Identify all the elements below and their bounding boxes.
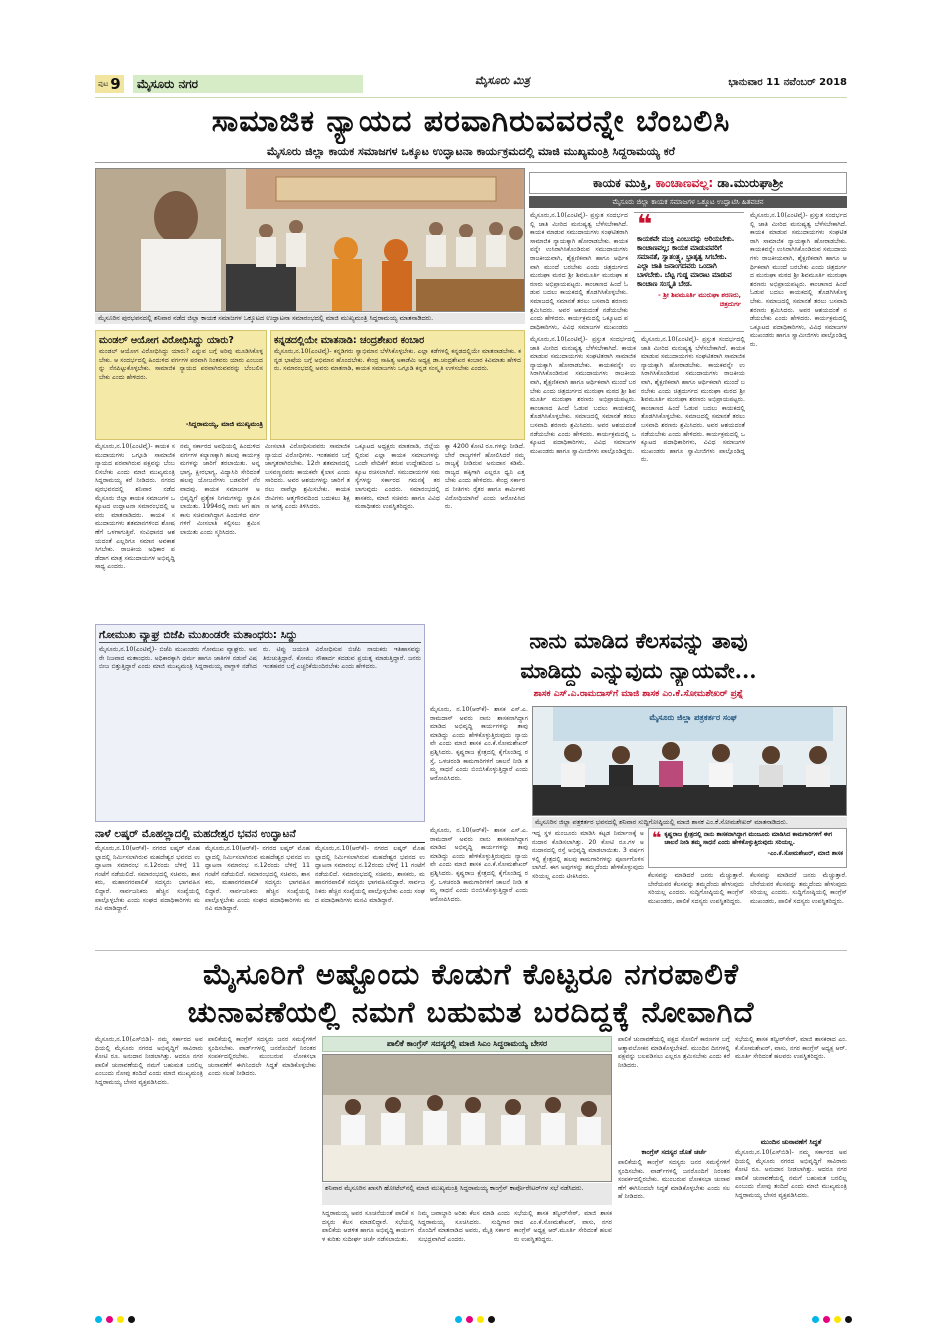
gomukha-box-body: ಮೈಸೂರು,ನ.10(ಎಂಟಿವೈ)- ಬಿಜೆಪಿ ಮುಖಂಡರು ಗೋಮುಖ ವ್ಯಾಘ್ರರು. ಅವರೇ ನಿಜವಾದ ಮತಾಂಧರು. ಅಧಿಕಾರಕ್ಕಾಗಿ ಧರ್ಮ ಹಾಗೂ ಜಾತಿಗಳ ನಡುವೆ ವಿಷ ಬೀಜ ಬಿತ್ತುತ್ತಿದ್ದಾರೆ ಎಂದು ಮಾಜಿ ಮುಖ್ಯಮಂತ್ರಿ ಸಿದ್ದರಾಮಯ್ಯ ವಾಗ್ದಾಳಿ ನಡೆಸಿದರು. ಟಿಪ್ಪು ಜಯಂತಿ ವಿರೋಧಿಸುವ ಬಿಜೆಪಿ ನಾಯಕರು ಇತಿಹಾಸವನ್ನು ತಿರುಚುತ್ತಿದ್ದಾರೆ. ಕೋಮು ಸೌಹಾರ್ದ ಕದಡುವ ಪ್ರಯತ್ನ ಮಾಡುತ್ತಿದ್ದಾರೆ. ಜನರು ಇಂತಹವರ ಬಗ್ಗೆ ಎಚ್ಚರಿಕೆಯಿಂದಿರಬೇಕು ಎಂದು ಹೇಳಿದರು.: [99, 646, 421, 671]
section-title: ಮೈಸೂರು ನಗರ: [133, 75, 363, 93]
bottom-col-4: ನಿಮ್ಮ ಜವಾಬ್ದಾರಿ ಅರಿತು ಕೆಲಸ ಮಾಡಿ ಎಂದು ಸಿದ್ದರಾಮಯ್ಯ ಸೂಚಿಸಿದರು. ಸುದ್ದಿಗಾರರೊಂದಿಗೆ ಮಾತನಾಡಿದ ಅವರು, ಮೈತ್ರಿ ಸರ್ಕಾರ ಸುಭದ್ರವಾಗಿದೆ ಎಂದರು.: [418, 1210, 510, 1243]
section-divider: [95, 950, 847, 951]
gomukha-box-title: ಗೋಮುಖ ವ್ಯಾಘ್ರ ಬಿಜೆಪಿ ಮುಖಂಡರೇ ಮತಾಂಧರು: ಸಿದ್ದು: [99, 628, 421, 643]
gomukha-box: [95, 624, 425, 822]
lead-headline: ಸಾಮಾಜಿಕ ನ್ಯಾಯದ ಪರವಾಗಿರುವವರನ್ನೇ ಬೆಂಬಲಿಸಿ: [211, 104, 731, 139]
issue-date: ಭಾನುವಾರ 11 ನವೆಂಬರ್ 2018: [728, 77, 847, 88]
ramdas-quote-icon: ❝: [652, 828, 662, 847]
lead-col-3: ಮೀಸಲಾತಿ ವಿರೋಧಿಸುವವರು ಸಾಮಾಜಿಕ ನ್ಯಾಯದ ವಿರೋಧಿಗಳು. ಇಂತಹವರ ಬಗ್ಗೆ ಜಾಗೃತರಾಗಿರಬೇಕು. 12ನೇ ಶತಮಾನದಲ್ಲಿ ಬಸವಣ್ಣನವರು ಕಾಯಕವೇ ಕೈಲಾಸ ಎಂದು ಸಾರಿದರು. ಅವರ ಆಶಯಗಳನ್ನು ಜಾರಿಗೆ ತರಲು ನಾವೆಲ್ಲಾ ಶ್ರಮಿಸಬೇಕು. ಕಾಯಕ ಜೀವಿಗಳು ಆತ್ಮಗೌರವದಿಂದ ಬದುಕಲು ಶಿಕ್ಷಣ ಅಗತ್ಯ ಎಂದು ತಿಳಿಸಿದರು.: [265, 443, 350, 511]
mandal-box-title: ಮಂಡಲ್ ಆಯೋಗ ವಿರೋಧಿಸಿದ್ದು ಯಾರು?: [99, 335, 234, 346]
print-dots-left: [95, 1316, 135, 1323]
side-story-body-col2b: ಮೈಸೂರು,ನ.10(ಎಂಟಿವೈ)- ಪ್ರಸ್ತುತ ಸಂದರ್ಭದಲ್ಲಿ ಜಾತಿ ಮೀರಿದ ಮನುಷ್ಯತ್ವ ಬೆಳೆಸಬೇಕಾಗಿದೆ. ಕಾಯಕ ಮಾಡುವ ಸಮುದಾಯಗಳು ಸಂಘಟಿತರಾಗಿ ಸಾಮಾಜಿಕ ನ್ಯಾಯಕ್ಕಾಗಿ ಹೋರಾಡಬೇಕು. ಕಾಯಕವನ್ನೇ ಉಸಿರಾಗಿಸಿಕೊಂಡಿರುವ ಸಮುದಾಯಗಳು ರಾಜಕೀಯವಾಗಿ, ಶೈಕ್ಷಣಿಕವಾಗಿ ಹಾಗೂ ಆರ್ಥಿಕವಾಗಿ ಮುಂದೆ ಬರಬೇಕು ಎಂದು ಚಿತ್ರದುರ್ಗದ ಮುರುಘಾ ಮಠದ ಶ್ರೀ ಶಿವಮೂರ್ತಿ ಮುರುಘಾ ಶರಣರು ಅಭಿಪ್ರಾಯಪಟ್ಟರು. ಕಾಂಚಾಣದ ಹಿಂದೆ ಓಡುವ ಬದಲು ಕಾಯಕದಲ್ಲಿ ತೊಡಗಿಸಿಕೊಳ್ಳಬೇಕು. ಸಮಾಜದಲ್ಲಿ ಸಮಾನತೆ ತರಲು ಬಸವಾದಿ ಶರಣರು ಶ್ರಮಿಸಿದರು. ಅವರ ಆಶಯದಂತೆ ನಡೆಯಬೇಕು ಎಂದು ಹೇಳಿದರು. ಕಾರ್ಯಕ್ರಮದಲ್ಲಿ ಒಕ್ಕೂಟದ ಪದಾಧಿಕಾರಿಗಳು, ವಿವಿಧ ಸಮಾಜಗಳ ಮುಖಂಡರು ಹಾಗೂ ಸ್ವಾಮೀಜಿಗಳು ಪಾಲ್ಗೊಂಡಿದ್ದರು.: [641, 336, 745, 464]
side-quote-attribution: - ಶ್ರೀ ಶಿವಮೂರ್ತಿ ಮುರುಘಾ ಶರಣರು, ಚಿತ್ರದುರ್ಗ: [658, 291, 741, 308]
lashkar-headline: ನಾಳೆ ಲಷ್ಕರ್ ಮೊಹಲ್ಲಾದಲ್ಲಿ ಮಹದೇಶ್ವರ ಭವನ ಉದ್ಘಾಟನೆ: [95, 826, 425, 843]
side-headline-black: ಕಾಯಕ ಮುಕ್ತಿ,: [592, 176, 652, 190]
lead-subheadline: ಮೈಸೂರು ಜಿಲ್ಲಾ ಕಾಯಕ ಸಮಾಜಗಳ ಒಕ್ಕೂಟ ಉದ್ಘಾಟನಾ ಕಾರ್ಯಕ್ರಮದಲ್ಲಿ ಮಾಜಿ ಮುಖ್ಯಮಂತ್ರಿ ಸಿದ್ದರಾಮಯ್ಯ ಕರೆ: [95, 145, 847, 163]
ramdas-quote-text: ಕೃಷ್ಣರಾಜ ಕ್ಷೇತ್ರದಲ್ಲಿ ನಾನು ಶಾಸಕನಾಗಿದ್ದಾಗ ಮಂಜೂರು ಮಾಡಿಸಿದ ಕಾಮಗಾರಿಗಳಿಗೆ ಈಗ ಚಾಲನೆ ನೀಡಿ ತಮ್ಮ ಸಾಧನೆ ಎಂದು ಹೇಳಿಕೊಳ್ಳುತ್ತಿರುವುದು ಸರಿಯಲ್ಲ.: [664, 831, 833, 846]
side-story-body-col1b: ಮೈಸೂರು,ನ.10(ಎಂಟಿವೈ)- ಪ್ರಸ್ತುತ ಸಂದರ್ಭದಲ್ಲಿ ಜಾತಿ ಮೀರಿದ ಮನುಷ್ಯತ್ವ ಬೆಳೆಸಬೇಕಾಗಿದೆ. ಕಾಯಕ ಮಾಡುವ ಸಮುದಾಯಗಳು ಸಂಘಟಿತರಾಗಿ ಸಾಮಾಜಿಕ ನ್ಯಾಯಕ್ಕಾಗಿ ಹೋರಾಡಬೇಕು. ಕಾಯಕವನ್ನೇ ಉಸಿರಾಗಿಸಿಕೊಂಡಿರುವ ಸಮುದಾಯಗಳು ರಾಜಕೀಯವಾಗಿ, ಶೈಕ್ಷಣಿಕವಾಗಿ ಹಾಗೂ ಆರ್ಥಿಕವಾಗಿ ಮುಂದೆ ಬರಬೇಕು ಎಂದು ಚಿತ್ರದುರ್ಗದ ಮುರುಘಾ ಮಠದ ಶ್ರೀ ಶಿವಮೂರ್ತಿ ಮುರುಘಾ ಶರಣರು ಅಭಿಪ್ರಾಯಪಟ್ಟರು. ಕಾಂಚಾಣದ ಹಿಂದೆ ಓಡುವ ಬದಲು ಕಾಯಕದಲ್ಲಿ ತೊಡಗಿಸಿಕೊಳ್ಳಬೇಕು. ಸಮಾಜದಲ್ಲಿ ಸಮಾನತೆ ತರಲು ಬಸವಾದಿ ಶರಣರು ಶ್ರಮಿಸಿದರು. ಅವರ ಆಶಯದಂತೆ ನಡೆಯಬೇಕು ಎಂದು ಹೇಳಿದರು. ಕಾರ್ಯಕ್ರಮದಲ್ಲಿ ಒಕ್ಕೂಟದ ಪದಾಧಿಕಾರಿಗಳು, ವಿವಿಧ ಸಮಾಜಗಳ ಮುಖಂಡರು ಹಾಗೂ ಸ್ವಾಮೀಜಿಗಳು ಪಾಲ್ಗೊಂಡಿದ್ದರು.: [530, 336, 636, 455]
bottom-col-6b: ಪಾಲಿಕೆಯಲ್ಲಿ ಕಾಂಗ್ರೆಸ್ ಸದಸ್ಯರು ಜನರ ಸಮಸ್ಯೆಗಳಿಗೆ ಸ್ಪಂದಿಸಬೇಕು. ವಾರ್ಡ್‌ಗಳಲ್ಲಿ ಜನರೊಂದಿಗೆ ನಿರಂತರ ಸಂಪರ್ಕದಲ್ಲಿರಬೇಕು. ಮುಂಬರುವ ಲೋಕಸಭಾ ಚುನಾವಣೆಗೆ ಈಗಿನಿಂದಲೇ ಸಿದ್ಧತೆ ಮಾಡಿಕೊಳ್ಳಬೇಕು ಎಂದು ಸಲಹೆ ನೀಡಿದರು.: [618, 1159, 730, 1201]
mandal-box-signature: -ಸಿದ್ದರಾಮಯ್ಯ, ಮಾಜಿ ಮುಖ್ಯಮಂತ್ರಿ: [185, 420, 263, 428]
page-label: ಪುಟ: [98, 79, 109, 88]
ramdas-body-right-1: ಕೆಲಸವನ್ನು ಮಾಡಿದರೆ ಜನರು ಮೆಚ್ಚುತ್ತಾರೆ. ಬೇರೆಯವರ ಕೆಲಸವನ್ನು ತಮ್ಮದೆಂದು ಹೇಳುವುದು ಸರಿಯಲ್ಲ ಎಂದರು. ಸುದ್ದಿಗೋಷ್ಠಿಯಲ್ಲಿ ಕಾಂಗ್ರೆಸ್ ಮುಖಂಡರು, ಪಾಲಿಕೆ ಸದಸ್ಯರು ಉಪಸ್ಥಿತರಿದ್ದರು.: [648, 872, 744, 905]
cyan-dot: [95, 1316, 102, 1323]
kambar-box: [270, 330, 525, 440]
ramdas-body-left: ಮೈಸೂರು, ನ.10(ಆರ್‌ಕೆ)- ಶಾಸಕ ಎಸ್.ಎ.ರಾಮದಾಸ್ ಅವರು ನಾನು ಶಾಸಕನಾಗಿದ್ದಾಗ ಮಾಡಿದ ಅಭಿವೃದ್ಧಿ ಕಾರ್ಯಗಳನ್ನು ತಾವು ಮಾಡಿದ್ದು ಎಂದು ಹೇಳಿಕೊಳ್ಳುತ್ತಿರುವುದು ನ್ಯಾಯವೇ ಎಂದು ಮಾಜಿ ಶಾಸಕ ಎಂ.ಕೆ.ಸೋಮಶೇಖರ್ ಪ್ರಶ್ನಿಸಿದರು. ಕೃಷ್ಣರಾಜ ಕ್ಷೇತ್ರದಲ್ಲಿ ಕೈಗೊಂಡಿದ್ದ ರಸ್ತೆ, ಒಳಚರಂಡಿ ಕಾಮಗಾರಿಗಳಿಗೆ ಚಾಲನೆ ನೀಡಿ ತಮ್ಮ ಸಾಧನೆ ಎಂದು ಬಿಂಬಿಸಿಕೊಳ್ಳುತ್ತಿದ್ದಾರೆ ಎಂದು ಆರೋಪಿಸಿದರು.: [430, 706, 528, 782]
yellow-dot: [834, 1316, 841, 1323]
bottom-col-7b: ಮೈಸೂರು,ನ.10(ಎಸ್‌ಬಿಡಿ)- ನಮ್ಮ ಸರ್ಕಾರದ ಅವಧಿಯಲ್ಲಿ ಮೈಸೂರು ನಗರದ ಅಭಿವೃದ್ಧಿಗೆ ಸಾವಿರಾರು ಕೋಟಿ ರೂ. ಅನುದಾನ ನೀಡಲಾಗಿತ್ತು. ಆದರೂ ನಗರಪಾಲಿಕೆ ಚುನಾವಣೆಯಲ್ಲಿ ನಮಗೆ ಬಹುಮತ ಬರಲಿಲ್ಲ ಎಂಬುದು ನೋವು ತಂದಿದೆ ಎಂದು ಮಾಜಿ ಮುಖ್ಯಮಂತ್ರಿ ಸಿದ್ದರಾಮಯ್ಯ ಬೇಸರ ವ್ಯಕ್ತಪಡಿಸಿದರು.: [735, 1149, 847, 1199]
side-headline-red: ಕಾಂಚಾಣವಲ್ಲ:: [655, 176, 714, 190]
ramdas-headline-line1: ನಾನು ಮಾಡಿದ ಕೆಲಸವನ್ನು ತಾವು: [529, 628, 748, 653]
print-dots-right: [812, 1316, 852, 1323]
mandal-box-body: ಮಂಡಲ್ ಆಯೋಗ ವಿರೋಧಿಸಿದ್ದು ಯಾರು? ಎನ್ನುವ ಬಗ್ಗೆ ಅರಿವು ಮೂಡಿಸಿಕೊಳ್ಳಬೇಕು. ಆ ಸಂದರ್ಭದಲ್ಲಿ ಹಿಂದುಳಿದ ವರ್ಗಗಳ ಪರವಾಗಿ ನಿಂತವರು ಯಾರು ಎಂಬುದನ್ನು ನೆನಪಿಟ್ಟುಕೊಳ್ಳಬೇಕು. ಸಾಮಾಜಿಕ ನ್ಯಾಯದ ಪರವಾಗಿರುವವರನ್ನು ಬೆಂಬಲಿಸಬೇಕು ಎಂದು ಹೇಳಿದರು.: [99, 348, 263, 381]
ramdas-headline-line2: ಮಾಡಿದ್ದು ಎನ್ನುವುದು ನ್ಯಾಯವೇ...: [520, 658, 757, 683]
kambar-box-body: ಮೈಸೂರು,ನ.10(ಎಂಟಿವೈ)- ಕನ್ನಡಿಗರು ಸ್ವಾಭಿಮಾನ ಬೆಳೆಸಿಕೊಳ್ಳಬೇಕು. ಎಲ್ಲಾ ಕಡೆಗಳಲ್ಲಿ ಕನ್ನಡದಲ್ಲಿಯೇ ಮಾತನಾಡಬೇಕು. ಕನ್ನಡ ಭಾಷೆಯ ಬಗ್ಗೆ ಅಭಿಮಾನ ಹೊಂದಬೇಕು. ಕೇಂದ್ರ ಸಾಹಿತ್ಯ ಅಕಾಡೆಮಿ ಅಧ್ಯಕ್ಷ ಡಾ.ಚಂದ್ರಶೇಖರ ಕಂಬಾರ ಕಿವಿಮಾತು ಹೇಳಿದರು. ಸಮಾರಂಭದಲ್ಲಿ ಅವರು ಮಾತನಾಡಿ, ಕಾಯಕ ಸಮಾಜಗಳು ಒಗ್ಗೂಡಿ ಕನ್ನಡ ಸಂಸ್ಕೃತಿ ಉಳಿಸಬೇಕು ಎಂದರು.: [274, 348, 521, 373]
bottom-subhead-b: ಮುಂದಿನ ಚುನಾವಣೆಗೆ ಸಿದ್ಧತೆ: [760, 1138, 822, 1146]
magenta-dot: [823, 1316, 830, 1323]
bottom-photo: [322, 1054, 612, 1182]
bottom-headline-line1: ಮೈಸೂರಿಗೆ ಅಷ್ಟೊಂದು ಕೊಡುಗೆ ಕೊಟ್ಟರೂ ನಗರಪಾಲಿಕೆ: [202, 957, 740, 991]
black-dot: [488, 1316, 495, 1323]
ramdas-body-left-b: ಮೈಸೂರು, ನ.10(ಆರ್‌ಕೆ)- ಶಾಸಕ ಎಸ್.ಎ.ರಾಮದಾಸ್ ಅವರು ನಾನು ಶಾಸಕನಾಗಿದ್ದಾಗ ಮಾಡಿದ ಅಭಿವೃದ್ಧಿ ಕಾರ್ಯಗಳನ್ನು ತಾವು ಮಾಡಿದ್ದು ಎಂದು ಹೇಳಿಕೊಳ್ಳುತ್ತಿರುವುದು ನ್ಯಾಯವೇ ಎಂದು ಮಾಜಿ ಶಾಸಕ ಎಂ.ಕೆ.ಸೋಮಶೇಖರ್ ಪ್ರಶ್ನಿಸಿದರು. ಕೃಷ್ಣರಾಜ ಕ್ಷೇತ್ರದಲ್ಲಿ ಕೈಗೊಂಡಿದ್ದ ರಸ್ತೆ, ಒಳಚರಂಡಿ ಕಾಮಗಾರಿಗಳಿಗೆ ಚಾಲನೆ ನೀಡಿ ತಮ್ಮ ಸಾಧನೆ ಎಂದು ಬಿಂಬಿಸಿಕೊಳ್ಳುತ್ತಿದ್ದಾರೆ ಎಂದು ಆರೋಪಿಸಿದರು.: [430, 827, 528, 903]
bottom-col-7: ಸಭೆಯಲ್ಲಿ ಶಾಸಕ ತನ್ವೀರ್‌ಸೇಠ್, ಮಾಜಿ ಶಾಸಕರಾದ ಎಂ.ಕೆ.ಸೋಮಶೇಖರ್, ವಾಸು, ನಗರ ಕಾಂಗ್ರೆಸ್ ಅಧ್ಯಕ್ಷ ಆರ್.ಮೂರ್ತಿ ಸೇರಿದಂತೆ ಹಲವರು ಉಪಸ್ಥಿತರಿದ್ದರು.: [735, 1036, 847, 1061]
ramdas-quote-box: [648, 828, 847, 868]
black-dot: [845, 1316, 852, 1323]
bottom-col-7-wrap: [735, 1036, 847, 1312]
bottom-photo-caption: ಶನಿವಾರ ಮೈಸೂರಿನ ಖಾಸಗಿ ಹೋಟೆಲ್‌ನಲ್ಲಿ ಮಾಜಿ ಮುಖ್ಯಮಂತ್ರಿ ಸಿದ್ದರಾಮಯ್ಯ ಕಾಂಗ್ರೆಸ್ ಕಾರ್ಪೊರೇಟರ್‌ಗಳ ಸಭೆ ನಡೆಸಿದರು.: [322, 1183, 612, 1205]
paper-name: ಮೈಸೂರು ಮಿತ್ರ: [475, 74, 530, 87]
side-quote-text: ಕಾಯಕವೇ ಮುಕ್ತಿ ಎಂಬುದನ್ನು ಅರಿಯಬೇಕು. ಕಾಂಚಾಣವಲ್ಲ; ಕಾಯಕ ಮಾಡುವವರಿಗೆ ಸಮಾನತೆ, ಸ್ವಾತಂತ್ರ್ಯ, ಭ್ರಾತೃತ್ವ ಸಿಗಬೇಕು. ಎಲ್ಲಾ ಜಾತಿ ಜನಾಂಗದವರು ಒಂದಾಗಿ ಬಾಳಬೇಕು. ಬೆಟ್ಟ ಗುಡ್ಡ ಮಾರಾಟ ಮಾಡುವ ಕಾಂಚಾಣ ಸಂಸ್ಕೃತಿ ಬೇಡ.: [637, 235, 735, 288]
cyan-dot: [455, 1316, 462, 1323]
lashkar-col-2: ಮೈಸೂರು,ನ.10(ಆರ್‌ಕೆ)- ನಗರದ ಲಷ್ಕರ್ ಮೊಹಲ್ಲಾದಲ್ಲಿ ನಿರ್ಮಿಸಲಾಗಿರುವ ಮಹದೇಶ್ವರ ಭವನದ ಉದ್ಘಾಟನಾ ಸಮಾರಂಭ ನ.12ರಂದು ಬೆಳಿಗ್ಗೆ 11 ಗಂಟೆಗೆ ನಡೆಯಲಿದೆ. ಸಮಾರಂಭದಲ್ಲಿ ಸಚಿವರು, ಶಾಸಕರು, ಮಹಾನಗರಪಾಲಿಕೆ ಸದಸ್ಯರು ಭಾಗವಹಿಸಲಿದ್ದಾರೆ. ಸಾರ್ವಜನಿಕರು ಹೆಚ್ಚಿನ ಸಂಖ್ಯೆಯಲ್ಲಿ ಪಾಲ್ಗೊಳ್ಳಬೇಕು ಎಂದು ಸಂಘದ ಪದಾಧಿಕಾರಿಗಳು ಮನವಿ ಮಾಡಿದ್ದಾರೆ.: [205, 845, 310, 913]
lead-photo-caption: ಮೈಸೂರಿನ ಪುರಭವನದಲ್ಲಿ ಶನಿವಾರ ನಡೆದ ಜಿಲ್ಲಾ ಕಾಯಕ ಸಮಾಜಗಳ ಒಕ್ಕೂಟದ ಉದ್ಘಾಟನಾ ಸಮಾರಂಭದಲ್ಲಿ ಮಾಜಿ ಮುಖ್ಯಮಂತ್ರಿ ಸಿದ್ದರಾಮಯ್ಯ ಮಾತನಾಡಿದರು.: [95, 313, 525, 324]
bottom-photo-scene: [323, 1055, 612, 1182]
yellow-dot: [477, 1316, 484, 1323]
bottom-col-2: ಪಾಲಿಕೆಯಲ್ಲಿ ಕಾಂಗ್ರೆಸ್ ಸದಸ್ಯರು ಜನರ ಸಮಸ್ಯೆಗಳಿಗೆ ಸ್ಪಂದಿಸಬೇಕು. ವಾರ್ಡ್‌ಗಳಲ್ಲಿ ಜನರೊಂದಿಗೆ ನಿರಂತರ ಸಂಪರ್ಕದಲ್ಲಿರಬೇಕು. ಮುಂಬರುವ ಲೋಕಸಭಾ ಚುನಾವಣೆಗೆ ಈಗಿನಿಂದಲೇ ಸಿದ್ಧತೆ ಮಾಡಿಕೊಳ್ಳಬೇಕು ಎಂದು ಸಲಹೆ ನೀಡಿದರು.: [208, 1036, 316, 1078]
side-quote-box: [634, 212, 744, 332]
side-story-sub: ಮೈಸೂರು ಜಿಲ್ಲಾ ಕಾಯಕ ಸಮಾಜಗಳ ಒಕ್ಕೂಟ ಉದ್ಘಾಟಿಸಿ ಹಿತವಚನ: [529, 196, 847, 208]
page-number-tag: [95, 75, 124, 93]
ramdas-photo: [532, 706, 847, 816]
black-dot: [128, 1316, 135, 1323]
magenta-dot: [106, 1316, 113, 1323]
yellow-dot: [117, 1316, 124, 1323]
quote-mark-icon: ❝: [637, 210, 653, 240]
ramdas-quote-attribution: -ಎಂ.ಕೆ.ಸೋಮಶೇಖರ್, ಮಾಜಿ ಶಾಸಕ: [767, 850, 843, 857]
mandal-box: [95, 330, 267, 440]
bottom-col-5: ಸಭೆಯಲ್ಲಿ ಶಾಸಕ ತನ್ವೀರ್‌ಸೇಠ್, ಮಾಜಿ ಶಾಸಕರಾದ ಎಂ.ಕೆ.ಸೋಮಶೇಖರ್, ವಾಸು, ನಗರ ಕಾಂಗ್ರೆಸ್ ಅಧ್ಯಕ್ಷ ಆರ್.ಮೂರ್ತಿ ಸೇರಿದಂತೆ ಹಲವರು ಉಪಸ್ಥಿತರಿದ್ದರು.: [514, 1210, 612, 1243]
ramdas-photo-caption: ಮೈಸೂರಿನ ಜಿಲ್ಲಾ ಪತ್ರಕರ್ತರ ಭವನದಲ್ಲಿ ಶನಿವಾರ ಸುದ್ದಿಗೋಷ್ಠಿಯಲ್ಲಿ ಮಾಜಿ ಶಾಸಕ ಎಂ.ಕೆ.ಸೋಮಶೇಖರ್ ಮಾತನಾಡಿದರು.: [532, 817, 847, 828]
lead-photo: [95, 168, 525, 312]
side-story-headline: [529, 172, 847, 194]
side-story-body-col3: ಮೈಸೂರು,ನ.10(ಎಂಟಿವೈ)- ಪ್ರಸ್ತುತ ಸಂದರ್ಭದಲ್ಲಿ ಜಾತಿ ಮೀರಿದ ಮನುಷ್ಯತ್ವ ಬೆಳೆಸಬೇಕಾಗಿದೆ. ಕಾಯಕ ಮಾಡುವ ಸಮುದಾಯಗಳು ಸಂಘಟಿತರಾಗಿ ಸಾಮಾಜಿಕ ನ್ಯಾಯಕ್ಕಾಗಿ ಹೋರಾಡಬೇಕು. ಕಾಯಕವನ್ನೇ ಉಸಿರಾಗಿಸಿಕೊಂಡಿರುವ ಸಮುದಾಯಗಳು ರಾಜಕೀಯವಾಗಿ, ಶೈಕ್ಷಣಿಕವಾಗಿ ಹಾಗೂ ಆರ್ಥಿಕವಾಗಿ ಮುಂದೆ ಬರಬೇಕು ಎಂದು ಚಿತ್ರದುರ್ಗದ ಮುರುಘಾ ಮಠದ ಶ್ರೀ ಶಿವಮೂರ್ತಿ ಮುರುಘಾ ಶರಣರು ಅಭಿಪ್ರಾಯಪಟ್ಟರು. ಕಾಂಚಾಣದ ಹಿಂದೆ ಓಡುವ ಬದಲು ಕಾಯಕದಲ್ಲಿ ತೊಡಗಿಸಿಕೊಳ್ಳಬೇಕು. ಸಮಾಜದಲ್ಲಿ ಸಮಾನತೆ ತರಲು ಬಸವಾದಿ ಶರಣರು ಶ್ರಮಿಸಿದರು. ಅವರ ಆಶಯದಂತೆ ನಡೆಯಬೇಕು ಎಂದು ಹೇಳಿದರು. ಕಾರ್ಯಕ್ರಮದಲ್ಲಿ ಒಕ್ಕೂಟದ ಪದಾಧಿಕಾರಿಗಳು, ವಿವಿಧ ಸಮಾಜಗಳ ಮುಖಂಡರು ಹಾಗೂ ಸ್ವಾಮೀಜಿಗಳು ಪಾಲ್ಗೊಂಡಿದ್ದರು.: [750, 212, 847, 348]
masthead: [95, 72, 847, 98]
lead-col-5: ಕ್ವಾ 4200 ಕೋಟಿ ರೂ.ಗಳನ್ನು ನೀಡಿದೆ. ಬೇರೆ ರಾಜ್ಯಗಳಿಗೆ ಹೋಲಿಸಿದರೆ ನಮ್ಮ ರಾಜ್ಯಕ್ಕೆ ನೀಡಿರುವ ಅನುದಾನ ಕಡಿಮೆ. ರಾಜ್ಯದ ಹಕ್ಕಿಗಾಗಿ ಎಲ್ಲರೂ ಧ್ವನಿ ಎತ್ತಬೇಕು ಎಂದು ಹೇಳಿದರು. ಕೇಂದ್ರ ಸರ್ಕಾರದ ನೀತಿಗಳು ರೈತರ ಹಾಗೂ ಕಾರ್ಮಿಕರ ವಿರೋಧಿಯಾಗಿವೆ ಎಂದು ಆರೋಪಿಸಿದರು.: [445, 443, 525, 511]
bottom-col-3: ಸಿದ್ದರಾಮಯ್ಯ ಅವರ ಸೂಚನೆಯಂತೆ ಪಾಲಿಕೆ ಸದಸ್ಯರು ಕೆಲಸ ಮಾಡಲಿದ್ದಾರೆ. ಸಭೆಯಲ್ಲಿ ಪಾಲಿಕೆಯ ಆಡಳಿತ ಹಾಗೂ ಅಭಿವೃದ್ಧಿ ಕಾರ್ಯಗಳ ಕುರಿತು ಸುದೀರ್ಘ ಚರ್ಚೆ ನಡೆಸಲಾಯಿತು.: [322, 1210, 414, 1243]
lashkar-col-3: ಮೈಸೂರು,ನ.10(ಆರ್‌ಕೆ)- ನಗರದ ಲಷ್ಕರ್ ಮೊಹಲ್ಲಾದಲ್ಲಿ ನಿರ್ಮಿಸಲಾಗಿರುವ ಮಹದೇಶ್ವರ ಭವನದ ಉದ್ಘಾಟನಾ ಸಮಾರಂಭ ನ.12ರಂದು ಬೆಳಿಗ್ಗೆ 11 ಗಂಟೆಗೆ ನಡೆಯಲಿದೆ. ಸಮಾರಂಭದಲ್ಲಿ ಸಚಿವರು, ಶಾಸಕರು, ಮಹಾನಗರಪಾಲಿಕೆ ಸದಸ್ಯರು ಭಾಗವಹಿಸಲಿದ್ದಾರೆ. ಸಾರ್ವಜನಿಕರು ಹೆಚ್ಚಿನ ಸಂಖ್ಯೆಯಲ್ಲಿ ಪಾಲ್ಗೊಳ್ಳಬೇಕು ಎಂದು ಸಂಘದ ಪದಾಧಿಕಾರಿಗಳು ಮನವಿ ಮಾಡಿದ್ದಾರೆ.: [315, 845, 425, 904]
lashkar-col-1: ಮೈಸೂರು,ನ.10(ಆರ್‌ಕೆ)- ನಗರದ ಲಷ್ಕರ್ ಮೊಹಲ್ಲಾದಲ್ಲಿ ನಿರ್ಮಿಸಲಾಗಿರುವ ಮಹದೇಶ್ವರ ಭವನದ ಉದ್ಘಾಟನಾ ಸಮಾರಂಭ ನ.12ರಂದು ಬೆಳಿಗ್ಗೆ 11 ಗಂಟೆಗೆ ನಡೆಯಲಿದೆ. ಸಮಾರಂಭದಲ್ಲಿ ಸಚಿವರು, ಶಾಸಕರು, ಮಹಾನಗರಪಾಲಿಕೆ ಸದಸ್ಯರು ಭಾಗವಹಿಸಲಿದ್ದಾರೆ. ಸಾರ್ವಜನಿಕರು ಹೆಚ್ಚಿನ ಸಂಖ್ಯೆಯಲ್ಲಿ ಪಾಲ್ಗೊಳ್ಳಬೇಕು ಎಂದು ಸಂಘದ ಪದಾಧಿಕಾರಿಗಳು ಮನವಿ ಮಾಡಿದ್ದಾರೆ.: [95, 845, 200, 913]
magenta-dot: [466, 1316, 473, 1323]
lead-col-4: ಒಕ್ಕೂಟದ ಅಧ್ಯಕ್ಷರು ಮಾತನಾಡಿ, ಜಿಲ್ಲೆಯಲ್ಲಿರುವ ಎಲ್ಲಾ ಕಾಯಕ ಸಮಾಜಗಳನ್ನು ಒಂದೇ ವೇದಿಕೆಗೆ ತರುವ ಉದ್ದೇಶದಿಂದ ಒಕ್ಕೂಟ ರಚಿಸಲಾಗಿದೆ. ಸಮುದಾಯಗಳ ಸಮಸ್ಯೆಗಳನ್ನು ಸರ್ಕಾರದ ಗಮನಕ್ಕೆ ತರಲಾಗುವುದು ಎಂದರು. ಸಮಾರಂಭದಲ್ಲಿ ಶಾಸಕರು, ಮಾಜಿ ಸಚಿವರು ಹಾಗೂ ವಿವಿಧ ಮಠಾಧೀಶರು ಉಪಸ್ಥಿತರಿದ್ದರು.: [355, 443, 440, 511]
bottom-story-bar: ಪಾಲಿಕೆ ಕಾಂಗ್ರೆಸ್ ಸದಸ್ಯರಲ್ಲಿ ಮಾಜಿ ಸಿಎಂ ಸಿದ್ದರಾಮಯ್ಯ ಬೇಸರ: [322, 1036, 612, 1052]
kambar-box-title: ಕನ್ನಡದಲ್ಲಿಯೇ ಮಾತನಾಡಿ: ಚಂದ್ರಶೇಖರ ಕಂಬಾರ: [274, 335, 425, 346]
ramdas-body-right-2: ಕೆಲಸವನ್ನು ಮಾಡಿದರೆ ಜನರು ಮೆಚ್ಚುತ್ತಾರೆ. ಬೇರೆಯವರ ಕೆಲಸವನ್ನು ತಮ್ಮದೆಂದು ಹೇಳುವುದು ಸರಿಯಲ್ಲ ಎಂದರು. ಸುದ್ದಿಗೋಷ್ಠಿಯಲ್ಲಿ ಕಾಂಗ್ರೆಸ್ ಮುಖಂಡರು, ಪಾಲಿಕೆ ಸದಸ್ಯರು ಉಪಸ್ಥಿತರಿದ್ದರು.: [750, 872, 847, 905]
ramdas-body-mid: ಇದ್ದ ಸ್ಥಳ ಮಂಜೂರು ಮಾಡಿಸಿ ಕಟ್ಟಡ ನಿರ್ಮಾಣಕ್ಕೆ ಅನುದಾನ ಕೊಡಿಸಲಾಗಿತ್ತು. 20 ಕೋಟಿ ರೂ.ಗಳ ಅನುದಾನದಲ್ಲಿ ರಸ್ತೆ ಅಭಿವೃದ್ಧಿ ಮಾಡಲಾಯಿತು. 3 ವರ್ಷಗಳಲ್ಲಿ ಕ್ಷೇತ್ರದಲ್ಲಿ ಹಲವು ಕಾಮಗಾರಿಗಳನ್ನು ಪೂರ್ಣಗೊಳಿಸಲಾಗಿದೆ. ಈಗ ಅವುಗಳನ್ನು ತಮ್ಮದೆಂದು ಹೇಳಿಕೊಳ್ಳುವುದು ಸರಿಯಲ್ಲ ಎಂದು ಟೀಕಿಸಿದರು.: [532, 830, 644, 880]
bottom-headline-line2: ಚುನಾವಣೆಯಲ್ಲಿ ನಮಗೆ ಬಹುಮತ ಬರದಿದ್ದಕ್ಕೆ ನೋವಾಗಿದೆ: [187, 995, 755, 1029]
bottom-subhead-a: ಕಾಂಗ್ರೆಸ್ ಸದಸ್ಯರ ಜೊತೆ ಚರ್ಚೆ: [641, 1148, 707, 1156]
bottom-col-6-wrap: [618, 1036, 730, 1312]
cyan-dot: [812, 1316, 819, 1323]
side-story-body-col1: ಮೈಸೂರು,ನ.10(ಎಂಟಿವೈ)- ಪ್ರಸ್ತುತ ಸಂದರ್ಭದಲ್ಲಿ ಜಾತಿ ಮೀರಿದ ಮನುಷ್ಯತ್ವ ಬೆಳೆಸಬೇಕಾಗಿದೆ. ಕಾಯಕ ಮಾಡುವ ಸಮುದಾಯಗಳು ಸಂಘಟಿತರಾಗಿ ಸಾಮಾಜಿಕ ನ್ಯಾಯಕ್ಕಾಗಿ ಹೋರಾಡಬೇಕು. ಕಾಯಕವನ್ನೇ ಉಸಿರಾಗಿಸಿಕೊಂಡಿರುವ ಸಮುದಾಯಗಳು ರಾಜಕೀಯವಾಗಿ, ಶೈಕ್ಷಣಿಕವಾಗಿ ಹಾಗೂ ಆರ್ಥಿಕವಾಗಿ ಮುಂದೆ ಬರಬೇಕು ಎಂದು ಚಿತ್ರದುರ್ಗದ ಮುರುಘಾ ಮಠದ ಶ್ರೀ ಶಿವಮೂರ್ತಿ ಮುರುಘಾ ಶರಣರು ಅಭಿಪ್ರಾಯಪಟ್ಟರು. ಕಾಂಚಾಣದ ಹಿಂದೆ ಓಡುವ ಬದಲು ಕಾಯಕದಲ್ಲಿ ತೊಡಗಿಸಿಕೊಳ್ಳಬೇಕು. ಸಮಾಜದಲ್ಲಿ ಸಮಾನತೆ ತರಲು ಬಸವಾದಿ ಶರಣರು ಶ್ರಮಿಸಿದರು. ಅವರ ಆಶಯದಂತೆ ನಡೆಯಬೇಕು ಎಂದು ಹೇಳಿದರು. ಕಾರ್ಯಕ್ರಮದಲ್ಲಿ ಒಕ್ಕೂಟದ ಪದಾಧಿಕಾರಿಗಳು, ವಿವಿಧ ಸಮಾಜಗಳ ಮುಖಂಡರು: [530, 212, 628, 331]
side-headline-tail: ಡಾ.ಮುರುಘಾಶ್ರೀ: [717, 176, 784, 190]
ramdas-photo-banner: ಮೈಸೂರು ಜಿಲ್ಲಾ ಪತ್ರಕರ್ತರ ಸಂಘ: [649, 713, 737, 722]
lead-col-1: ಮೈಸೂರು,ನ.10(ಎಂಟಿವೈ)- ಕಾಯಕ ಸಮುದಾಯಗಳು ಒಗ್ಗೂಡಿ ಸಾಮಾಜಿಕ ನ್ಯಾಯದ ಪರವಾಗಿರುವ ಪಕ್ಷವನ್ನು ಬೆಂಬಲಿಸಬೇಕು ಎಂದು ಮಾಜಿ ಮುಖ್ಯಮಂತ್ರಿ ಸಿದ್ದರಾಮಯ್ಯ ಕರೆ ನೀಡಿದರು. ನಗರದ ಪುರಭವನದಲ್ಲಿ ಶನಿವಾರ ನಡೆದ ಮೈಸೂರು ಜಿಲ್ಲಾ ಕಾಯಕ ಸಮಾಜಗಳ ಒಕ್ಕೂಟದ ಉದ್ಘಾಟನಾ ಸಮಾರಂಭದಲ್ಲಿ ಅವರು ಮಾತನಾಡಿದರು. ಕಾಯಕ ಸಮುದಾಯಗಳು ಶತಮಾನಗಳಿಂದ ಶೋಷಣೆಗೆ ಒಳಗಾಗುತ್ತಿವೆ. ಸಂವಿಧಾನದ ಆಶಯದಂತೆ ಎಲ್ಲರಿಗೂ ಸಮಾನ ಅವಕಾಶ ಸಿಗಬೇಕು. ರಾಜಕೀಯ ಅಧಿಕಾರ ಪಡೆದಾಗ ಮಾತ್ರ ಸಮುದಾಯಗಳ ಅಭಿವೃದ್ಧಿ ಸಾಧ್ಯ ಎಂದರು.: [95, 443, 175, 571]
lead-photo-scene: [96, 169, 525, 312]
print-dots-center: [455, 1316, 495, 1323]
lead-col-2: ನಮ್ಮ ಸರ್ಕಾರದ ಅವಧಿಯಲ್ಲಿ ಹಿಂದುಳಿದ ವರ್ಗಗಳ ಕಲ್ಯಾಣಕ್ಕಾಗಿ ಹಲವು ಕಾರ್ಯಕ್ರಮಗಳನ್ನು ಜಾರಿಗೆ ತರಲಾಯಿತು. ಅನ್ನಭಾಗ್ಯ, ಕ್ಷೀರಭಾಗ್ಯ, ವಿದ್ಯಾಸಿರಿ ಸೇರಿದಂತೆ ಹಲವು ಯೋಜನೆಗಳು ಬಡವರಿಗೆ ನೆರವಾದವು. ಕಾಯಕ ಸಮಾಜಗಳ ಅಭಿವೃದ್ಧಿಗೆ ಪ್ರತ್ಯೇಕ ನಿಗಮಗಳನ್ನು ಸ್ಥಾಪಿಸಲಾಯಿತು. 1994ರಲ್ಲಿ ನಾನು ಆಗ ಹಣಕಾಸು ಸಚಿವನಾಗಿದ್ದಾಗ ಹಿಂದುಳಿದ ವರ್ಗಗಳಿಗೆ ಮೀಸಲಾತಿ ಕಲ್ಪಿಸಲು ಶ್ರಮಿಸಲಾಯಿತು ಎಂದು ಸ್ಮರಿಸಿದರು.: [180, 443, 260, 536]
bottom-col-6: ಪಾಲಿಕೆ ಚುನಾವಣೆಯಲ್ಲಿ ಪಕ್ಷದ ಸೋಲಿಗೆ ಕಾರಣಗಳ ಬಗ್ಗೆ ಆತ್ಮಾವಲೋಕನ ಮಾಡಿಕೊಳ್ಳಬೇಕಿದೆ. ಮುಂದಿನ ದಿನಗಳಲ್ಲಿ ಪಕ್ಷವನ್ನು ಬಲಪಡಿಸಲು ಎಲ್ಲರೂ ಶ್ರಮಿಸಬೇಕು ಎಂದು ಕರೆ ನೀಡಿದರು.: [618, 1036, 730, 1069]
ramdas-subheadline: ಶಾಸಕ ಎಸ್.ಎ.ರಾಮದಾಸ್‌ಗೆ ಮಾಜಿ ಶಾಸಕ ಎಂ.ಕೆ.ಸೋಮಶೇಖರ್ ಪ್ರಶ್ನೆ: [533, 689, 744, 699]
page-number: 9: [110, 75, 121, 93]
bottom-col-1: ಮೈಸೂರು,ನ.10(ಎಸ್‌ಬಿಡಿ)- ನಮ್ಮ ಸರ್ಕಾರದ ಅವಧಿಯಲ್ಲಿ ಮೈಸೂರು ನಗರದ ಅಭಿವೃದ್ಧಿಗೆ ಸಾವಿರಾರು ಕೋಟಿ ರೂ. ಅನುದಾನ ನೀಡಲಾಗಿತ್ತು. ಆದರೂ ನಗರಪಾಲಿಕೆ ಚುನಾವಣೆಯಲ್ಲಿ ನಮಗೆ ಬಹುಮತ ಬರಲಿಲ್ಲ ಎಂಬುದು ನೋವು ತಂದಿದೆ ಎಂದು ಮಾಜಿ ಮುಖ್ಯಮಂತ್ರಿ ಸಿದ್ದರಾಮಯ್ಯ ಬೇಸರ ವ್ಯಕ್ತಪಡಿಸಿದರು.: [95, 1036, 203, 1086]
